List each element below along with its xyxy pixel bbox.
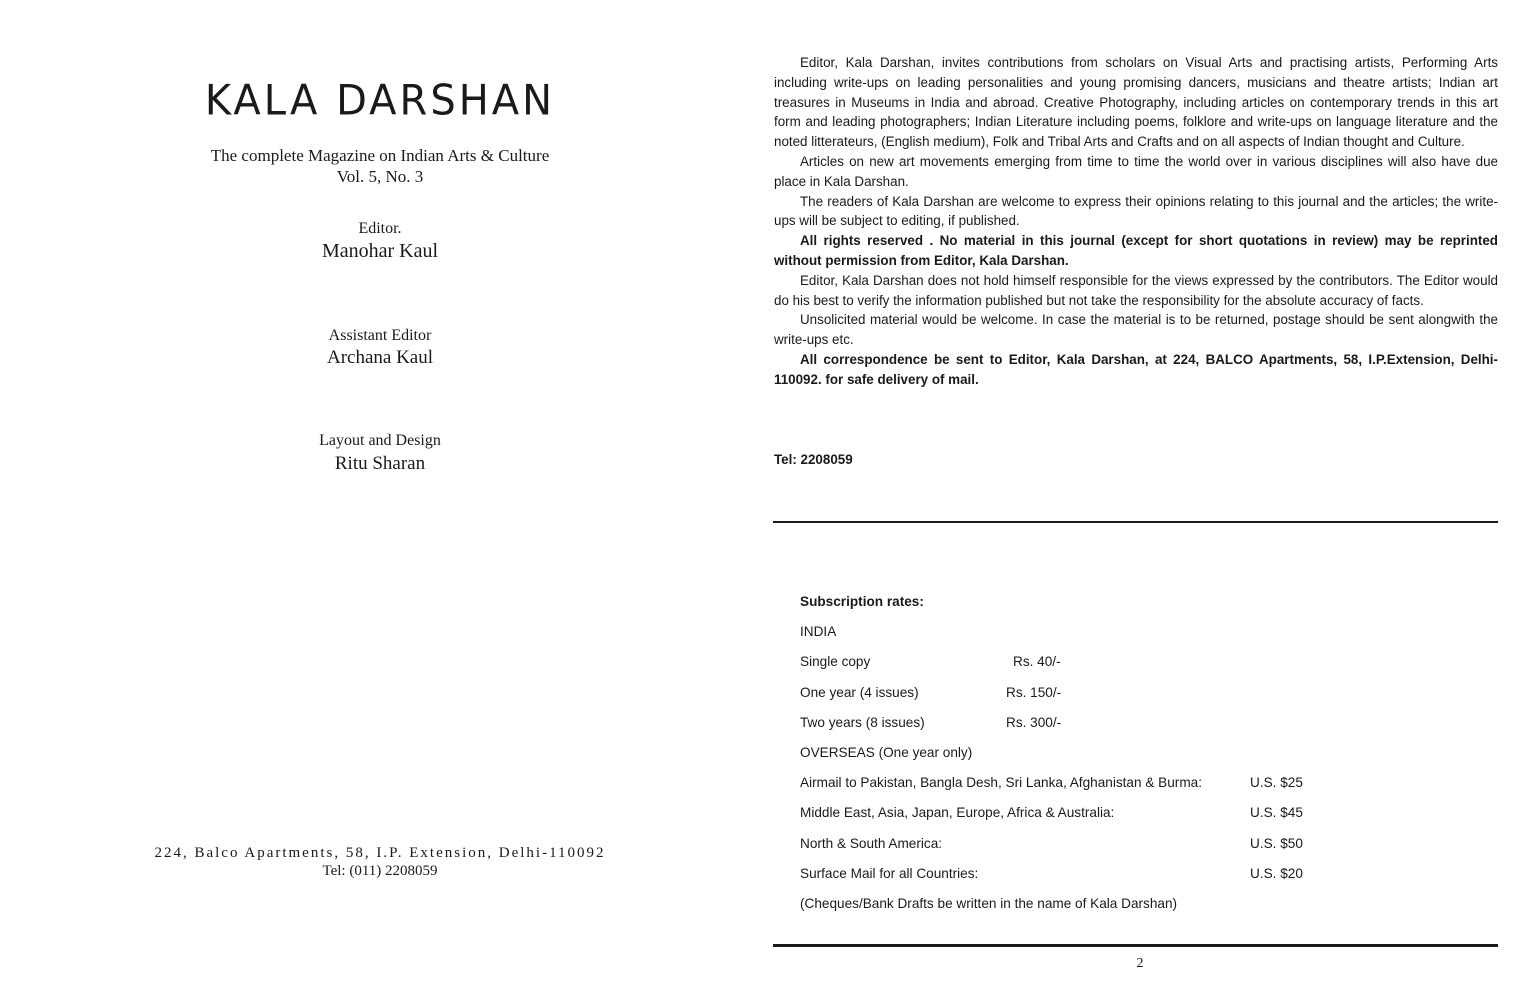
rate-label: North & South America:: [800, 835, 943, 851]
rate-row: [800, 711, 1360, 741]
subscription-heading: Subscription rates:: [800, 594, 924, 609]
notice-paragraph: Editor, Kala Darshan does not hold himself responsible for the views expressed by the contributors. The Editor would do his best to verify the information published but not take the responsibility for the absolute accuracy of facts.: [774, 272, 1498, 308]
overseas-heading-row: [800, 741, 1360, 771]
assistant-editor-label: Assistant Editor: [328, 327, 432, 344]
divider-line: [773, 521, 1498, 523]
rate-price: Rs. 40/-: [1013, 654, 1061, 670]
footer-divider-line: [773, 944, 1498, 947]
rate-price: U.S. $45: [1250, 805, 1303, 821]
rate-label: Middle East, Asia, Japan, Europe, Africa & Australia:: [800, 805, 1115, 821]
layout-design-label: Layout and Design: [319, 432, 441, 449]
notice-paragraph: Editor, Kala Darshan, invites contributions from scholars on Visual Arts and practising artists, Performing Arts including write-ups on leading personalities and young promising dancers, musicians and theatre artists; Indian art treasures in Museums in India and abroad. Creative Photography, including articles on contemporary trends in this art form and leading photographers; Indian Literature including poems, folklore and write-ups on language literature and the noted litterateurs, (English medium), Folk and Tribal Arts and Crafts and on all aspects of Indian thought and Culture.: [774, 55, 1498, 150]
layout-design-name: Ritu Sharan: [334, 453, 426, 474]
rate-price: Rs. 150/-: [1006, 684, 1062, 700]
payment-note: (Cheques/Bank Drafts be written in the name of Kala Darshan): [800, 895, 1178, 911]
notice-paragraph: Unsolicited material would be welcome. In case the material is to be returned, postage should be sent alongwith the write-ups etc.: [774, 312, 1498, 348]
assistant-editor-name: Archana Kaul: [326, 347, 434, 368]
subscription-rates: [800, 590, 1360, 922]
editor-label: Editor.: [358, 220, 402, 237]
publisher-address: 224, Balco Apartments, 58, I.P. Extension, Delhi-110092: [154, 845, 606, 861]
publisher-telephone: Tel: (011) 2208059: [322, 863, 438, 879]
rate-price: U.S. $25: [1250, 775, 1303, 791]
contact-telephone: Tel: 2208059: [774, 452, 853, 467]
page-number: 2: [1136, 956, 1144, 971]
india-heading-row: [800, 620, 1360, 650]
rate-label: Two years (8 issues): [800, 714, 925, 730]
rate-price: U.S. $50: [1250, 835, 1303, 851]
rate-label: Surface Mail for all Countries:: [800, 865, 979, 881]
rate-row: [800, 832, 1360, 862]
subscription-heading-row: [800, 590, 1360, 620]
rate-row: [800, 771, 1360, 801]
payment-note-row: [800, 892, 1360, 922]
rate-price: Rs. 300/-: [1006, 714, 1062, 730]
rate-row: [800, 801, 1360, 831]
rate-label: Airmail to Pakistan, Bangla Desh, Sri Lanka, Afghanistan & Burma:: [800, 775, 1202, 791]
notice-paragraph: The readers of Kala Darshan are welcome to express their opinions relating to this journal and the articles; the write-ups will be subject to editing, if published.: [774, 193, 1498, 229]
magazine-tagline: The complete Magazine on Indian Arts & Culture: [210, 146, 550, 165]
editorial-notice: [774, 53, 1498, 390]
overseas-heading: OVERSEAS (One year only): [800, 744, 973, 760]
correspondence-paragraph: All correspondence be sent to Editor, Kala Darshan, at 224, BALCO Apartments, 58, I.P.Extension, Delhi-110092. for safe delivery of mail.: [774, 351, 1498, 387]
editor-name: Manohar Kaul: [321, 240, 439, 262]
volume-number: Vol. 5, No. 3: [336, 167, 424, 186]
magazine-masthead: KALA DARSHAN: [204, 76, 556, 126]
right-page: [760, 0, 1525, 1000]
notice-paragraph: Articles on new art movements emerging from time to time the world over in various disciplines will also have due place in Kala Darshan.: [774, 153, 1498, 189]
rate-label: One year (4 issues): [800, 684, 919, 700]
rate-row: [800, 862, 1360, 892]
rate-row: [800, 650, 1360, 680]
rate-price: U.S. $20: [1250, 865, 1303, 881]
rights-reserved-paragraph: All rights reserved . No material in this journal (except for short quotations in review) may be reprinted without permission from Editor, Kala Darshan.: [774, 233, 1498, 268]
rate-label: Single copy: [800, 654, 871, 670]
india-heading: INDIA: [800, 624, 837, 640]
left-page: [0, 0, 760, 1000]
rate-row: [800, 681, 1360, 711]
